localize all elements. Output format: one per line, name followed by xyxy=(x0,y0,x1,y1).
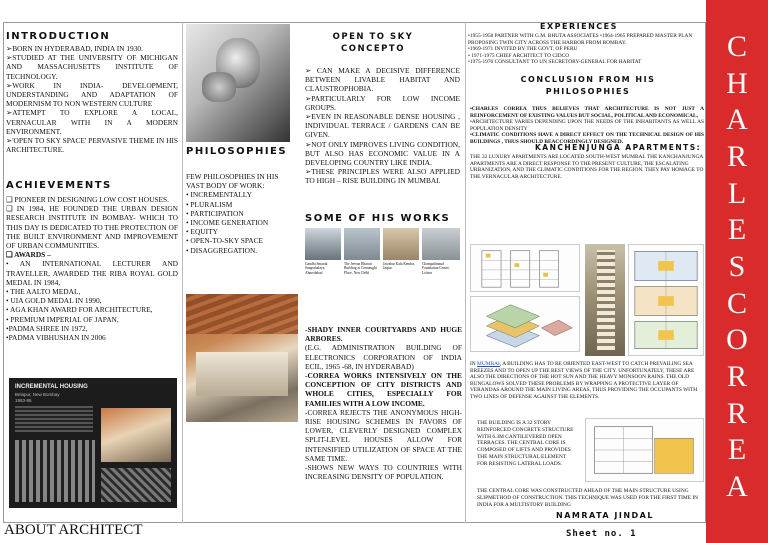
kanchanjunga-intro: THE 32 LUXURY APARTMENTS ARE LOCATED SOUTH-WEST MUMBAI. THE KANCHANJUNGA APARTMENTS ARE A DIRECT RESPONSE TO THE PRESENT CULTURE, THE ESCALATING URBANIZATION, AND THE CLIMATIC CONDITIONS FOR THE REGION. THEY PAY HOMAGE TO THE VERNACULAR ARCHITECTURE. xyxy=(470,154,704,180)
architect-portrait xyxy=(186,24,290,142)
conclusion-list xyxy=(470,106,704,146)
banner-letter: C xyxy=(726,286,747,320)
list-item: ➢'OPEN TO SKY SPACE' PERVASIVE THEME IN HIS ARCHITECTURE. xyxy=(6,136,178,155)
tower-render-image xyxy=(585,244,625,356)
axonometric-svg xyxy=(471,297,579,351)
banner-letter: E xyxy=(727,213,747,247)
list-item: •PADMA SHREE IN 1972, xyxy=(6,323,88,333)
work-caption: Gandhi Smarak Sangrahalaya, Ahmedabad xyxy=(305,262,328,275)
list-item: • DISAGGREGATION. xyxy=(186,245,258,255)
banner-letter: H xyxy=(726,66,748,100)
banner-letter: O xyxy=(726,323,748,357)
list-item: • INCREMENTALLY xyxy=(186,190,252,200)
board-text-block xyxy=(15,406,93,432)
work-thumbnail xyxy=(422,228,460,260)
column-divider-1 xyxy=(182,22,183,523)
works-title: SOME OF HIS WORKS xyxy=(305,213,451,224)
banner-letter: R xyxy=(726,396,747,430)
list-item: ➢PARTICULARLY FOR LOW INCOME GROUPS. xyxy=(305,93,460,112)
list-item: ➢ATTEMPT TO EXPLORE A LOCAL, VERNACULAR WITH IN A MODERN ENVIRONMENT. xyxy=(6,108,178,136)
introduction-list xyxy=(6,44,178,154)
list-item: -SHADY INNER COURTYARDS AND HUGE ARBORES. xyxy=(305,325,462,344)
structure-description: THE BUILDING IS A 32 STORY REINFORCED CONCRETE STRUCTURE WITH 6.3M CANTILEVERED OPEN TERRACES. THE CENTRAL CORE IS COMPOSED OF LIFTS AND PROVIDES THE MAIN STRUCTURAL ELEMENT FOR RESISTING LATERAL LOADS. xyxy=(477,420,574,467)
board-photo xyxy=(101,408,171,462)
banner-letter: R xyxy=(726,359,747,393)
list-item: • PLURALISM xyxy=(186,199,233,209)
courtyards-list xyxy=(305,325,462,481)
list-item: ➢ CAN MAKE A DECISIVE DIFFERENCE BETWEEN LIVABLE HABITAT AND CLAUSTROPHOBIA. xyxy=(305,66,460,94)
list-item: •CHARLES CORREA THUS BELIEVES THAT ARCHITECTURE IS NOT JUST A REINFORCEMENT OF EXISTING VALUES BUT SOCIAL, POLITICAL AND ECONOMICAL, xyxy=(470,106,704,119)
sheet-number: Sheet no. 1 xyxy=(566,529,637,539)
works-gallery xyxy=(305,228,462,290)
banner-letter: R xyxy=(726,139,747,173)
list-item: • AN INTERNATIONAL LECTURER AND TRAVELLER, AWARDED THE RIBA ROYAL GOLD MEDAL IN 1984, xyxy=(6,259,178,287)
work-thumbnail xyxy=(383,228,419,260)
conclusion-title: CONCLUSION FROM HIS PHILOSOPHIES xyxy=(520,75,656,96)
floor-plans-drawing xyxy=(628,244,704,356)
list-item: -CORREA WORKS INTENSIVELY ON THE CONCEPTION OF CITY DISTRICTS AND WHOLE CITIES, ESPECIALLY FOR FAMILIES WITH A LOW INCOME. xyxy=(305,371,462,408)
board-years: 1983-86 xyxy=(15,398,32,403)
list-item: •CLIMATIC CONDITIONS HAVE A DIRECT EFFECT ON THE TECHNICAL DESIGN OF HIS BUILDINGS , THUS SHOULD BEACCORDINGLY DESIGNED. xyxy=(470,132,704,145)
banner-letter: S xyxy=(728,249,746,283)
list-item: •1955-1958 PARTNER WITH G.M. BHUTA ASSOCIATES •1964-1965 PREPARED MASTER PLAN PROPOSING TWIN CITY ACROSS THE HARBOR FROM BOMBAY. xyxy=(468,33,693,46)
work-caption: The Jeevan Bharati Building at Connaught Place, New Delhi xyxy=(344,262,377,275)
list-item: ❑ IN 1984, HE FOUNDED THE URBAN DESIGN RESEARCH INSTITUTE IN BOMBAY- WHICH TO THIS DAY IS DEDICATED TO THE PROTECTION OF THE BUILT ENVIRONMENT AND IMPROVEMENT OF URBAN COMMUNITIES. xyxy=(6,204,178,251)
board-subtitle: Belapur, New Bombay xyxy=(15,392,60,397)
portrait-hand xyxy=(202,72,236,102)
list-item: ❑ PIONEER IN DESIGNING LOW COST HOUSES. xyxy=(6,195,170,204)
list-item: -CORREA REJECTS THE ANONYMOUS HIGH-RISE HOUSING SCHEMES IN FAVORS OF LOWER, CLEVERLY DESIGNED COMPLEX SPLIT-LEVEL HOUSES ALLOW FOR INTENSIFIED UTILIZATION OF SPACE AT THE SAME TIME. xyxy=(305,407,462,463)
list-item: • THE AALTO MEDAL, xyxy=(6,287,81,297)
open-to-sky-title: OPEN TO SKY CONCEPTO xyxy=(332,32,414,54)
list-item: • UIA GOLD MEDAL IN 1990, xyxy=(6,296,102,306)
philosophies-intro: FEW PHILOSOPHIES IN HIS VAST BODY OF WORK: xyxy=(186,172,279,191)
list-item: ➢THESE PRINCIPLES WERE ALSO APPLIED TO HIGH – RISE BUILDING IN MUMBAI. xyxy=(305,167,460,186)
list-item: ❑ AWARDS – xyxy=(6,250,51,260)
about-architect-footer: ABOUT ARCHITECT xyxy=(4,522,143,538)
list-item: • PARTICIPATION xyxy=(186,208,244,218)
list-item: •1975-1976 CONSULTANT TO UN SECRETORY-GENERAL FOR HABITAT xyxy=(468,59,642,66)
list-item: (E.G. ADMINISTRATION BUILDING OF ELECTRONICS CORPORATION OF INDIA ECIL, 1965 -68, IN HYDERABAD) xyxy=(305,343,462,371)
list-item: • AGA KHAN AWARD FOR ARCHITECTURE, xyxy=(6,305,153,315)
list-item: •ARCHITECTURE VARIES DEPENDING UPON THE NEEDS OF THE INHABITANTS AS WELL AS POPULATION DENSITY xyxy=(470,119,704,132)
section-svg xyxy=(586,419,703,481)
list-item: • 1971-1975 CHIEF ARCHITECT TO CIDCO xyxy=(468,52,570,59)
board-plan-drawings xyxy=(15,440,95,502)
board-section-drawing xyxy=(101,468,171,502)
incremental-housing-board-image xyxy=(9,378,177,508)
elevation-svg xyxy=(471,245,579,291)
work-thumbnail xyxy=(344,228,380,260)
banner-letter: A xyxy=(726,469,748,503)
elevation-drawing xyxy=(470,244,580,292)
tower-facade xyxy=(597,250,615,350)
photo-roof-tiles xyxy=(186,294,298,334)
work-caption: Champalimaud Foundation Centre, Lisbon xyxy=(422,262,450,275)
experiences-list xyxy=(468,33,704,66)
author-name: NAMRATA JINDAL xyxy=(556,511,654,520)
section-drawing xyxy=(585,418,704,482)
list-item: •1969-1971 INVITED BY THE GOVT. OF PERU xyxy=(468,46,578,53)
name-banner-letters xyxy=(714,32,760,502)
philosophies-title: PHILOSOPHIES xyxy=(186,146,288,157)
open-to-sky-list xyxy=(305,66,460,186)
list-item: ➢WORK IN INDIA- DEVELOPMENT, UNDERSTANDING AND ADAPTATION OF MODERNISM TO NON WESTERN CULTURE xyxy=(6,80,178,109)
list-item: • OPEN-TO-SKY SPACE xyxy=(186,236,264,246)
list-item: ➢NOT ONLY IMPROVES LIVING CONDITION, BUT ALSO HAS ECONOMIC VALUE IN A DEVELOPING COUNTRY LIKE INDIA. xyxy=(305,139,460,168)
core-description: THE CENTRAL CORE WAS CONSTRUCTED AHEAD OF THE MAIN STRUCTURE USING SLIPMETHOD OF CONSTRUCTION. THIS TECHNIQUE WAS USED FOR THE FIRST TIME IN INDIA FOR A MULTISTORY BUILDING xyxy=(477,488,699,508)
mumbai-paragraph: IN MUMBAI, A BUILDING HAS TO BE ORIENTED EAST-WEST TO CATCH PREVAILING SEA BREEZES AND TO OPEN UP THE BEST VIEWS OF THE CITY. UNFORTUNATELY, THESE ARE ALSO THE DIRECTIONS OF THE HOT SUN AND THE HEAVY MONSOON RAINS. THE OLD BUNGALOWS SOLVED THESE PROBLEMS BY WRAPPING A PROTECTIVE LAYER OF VERANDAS AROUND THE MAIN LIVING AREAS, THUS PROVIDING THE OCCUPANTS WITH TWO LINES OF DEFENSE AGAINST THE ELEMENTS. xyxy=(470,361,698,400)
experiences-title: EXPERIENCES xyxy=(540,22,618,31)
kanchanjunga-title: KANCHENJUNGA APARTMENTS: xyxy=(535,143,702,152)
list-item: •PADMA VIBHUSHAN IN 2006 xyxy=(6,333,106,343)
column-divider-2 xyxy=(465,22,466,523)
courtyard-photo xyxy=(186,294,298,422)
list-item: -SHOWS NEW WAYS TO COUNTRIES WITH INCREASING DENSITY OF POPULATION. xyxy=(305,463,462,482)
banner-letter: A xyxy=(726,103,748,137)
axonometric-drawing xyxy=(470,296,580,352)
list-item: ➢STUDIED AT THE UNIVERSITY OF MICHIGAN AND MASSACHUSETTS INSTITUTE OF TECHNOLOGY. xyxy=(6,53,178,81)
list-item: • EQUITY xyxy=(186,227,218,237)
work-caption: Jawahar Kala Kendra, Jaipur xyxy=(383,262,415,271)
work-thumbnail xyxy=(305,228,341,260)
floor-plans-svg xyxy=(629,245,703,355)
achievements-title: ACHIEVEMENTS xyxy=(6,180,112,191)
philosophies-list xyxy=(186,172,298,255)
introduction-title: INTRODUCTION xyxy=(6,31,111,42)
banner-letter: E xyxy=(727,433,747,467)
board-title: INCREMENTAL HOUSING xyxy=(15,384,88,390)
banner-letter: L xyxy=(727,176,747,210)
list-item: ➢EVEN IN REASONABLE DENSE HOUSING , INDIVIDUAL TERRACE / GARDENS CAN BE GIVEN. xyxy=(305,112,460,140)
achievements-list xyxy=(6,195,178,342)
list-item: • INCOME GENERATION xyxy=(186,218,269,228)
mumbai-link[interactable]: MUMBAI xyxy=(477,361,500,367)
banner-letter: C xyxy=(726,30,747,63)
list-item: • PREMIUM IMPERIAL OF JAPAN, xyxy=(6,314,119,324)
list-item: ➢BORN IN HYDERABAD, INDIA IN 1930. xyxy=(6,44,143,53)
photo-building xyxy=(196,352,288,396)
